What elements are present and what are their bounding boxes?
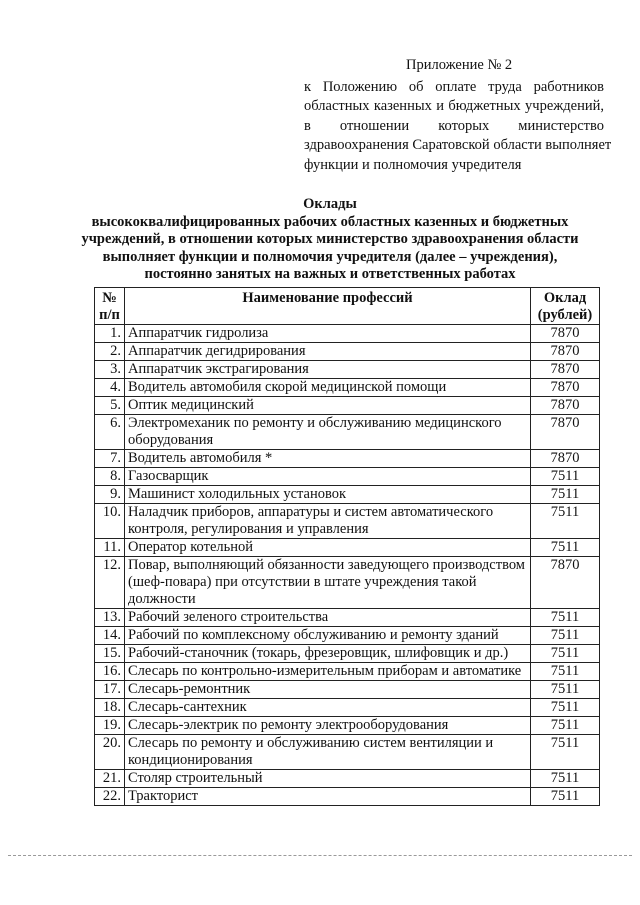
table-row	[95, 415, 600, 450]
table-row	[95, 397, 600, 415]
footer-divider	[8, 855, 632, 856]
appendix-line: в отношении которых министерство	[304, 117, 604, 134]
document-heading	[70, 196, 590, 284]
heading-line: высококвалифицированных рабочих областных казенных и бюджетных	[91, 213, 569, 230]
table-row	[95, 663, 600, 681]
profession-name: Аппаратчик гидролиза	[125, 325, 531, 343]
heading-line: выполняет функции и полномочия учредителя (далее – учреждения),	[102, 248, 558, 265]
salary-value: 7511	[531, 645, 600, 663]
table-header-row	[95, 288, 600, 325]
salary-value: 7511	[531, 717, 600, 735]
salary-value: 7511	[531, 735, 600, 770]
table-row	[95, 627, 600, 645]
row-number: 11.	[95, 539, 125, 557]
table-row	[95, 645, 600, 663]
profession-name: Аппаратчик дегидрирования	[125, 343, 531, 361]
salary-value: 7511	[531, 681, 600, 699]
profession-name: Водитель автомобиля *	[125, 450, 531, 468]
salary-value: 7511	[531, 788, 600, 806]
row-number: 15.	[95, 645, 125, 663]
salary-value: 7870	[531, 450, 600, 468]
heading-line: постоянно занятых на важных и ответственных работах	[144, 266, 516, 282]
appendix-line: функции и полномочия учредителя	[304, 156, 522, 173]
salary-value: 7870	[531, 397, 600, 415]
profession-name: Слесарь-электрик по ремонту электрооборудования	[125, 717, 531, 735]
appendix-line: областных казенных и бюджетных учреждений,	[304, 98, 604, 115]
row-number: 19.	[95, 717, 125, 735]
profession-name: Тракторист	[125, 788, 531, 806]
table-row	[95, 699, 600, 717]
heading-title: Оклады	[303, 196, 357, 212]
row-number: 3.	[95, 361, 125, 379]
table-row	[95, 468, 600, 486]
table-row	[95, 379, 600, 397]
profession-name: Слесарь по ремонту и обслуживанию систем вентиляции и кондиционирования	[125, 735, 531, 770]
table-row	[95, 450, 600, 468]
row-number: 10.	[95, 504, 125, 539]
header-salary: Оклад (рублей)	[531, 288, 600, 325]
table-row	[95, 486, 600, 504]
profession-name: Слесарь-ремонтник	[125, 681, 531, 699]
profession-name: Рабочий по комплексному обслуживанию и ремонту зданий	[125, 627, 531, 645]
table-row	[95, 717, 600, 735]
row-number: 21.	[95, 770, 125, 788]
profession-name: Водитель автомобиля скорой медицинской помощи	[125, 379, 531, 397]
table-row	[95, 557, 600, 609]
salary-value: 7870	[531, 557, 600, 609]
profession-name: Аппаратчик экстрагирования	[125, 361, 531, 379]
row-number: 12.	[95, 557, 125, 609]
salary-value: 7511	[531, 486, 600, 504]
salary-value: 7870	[531, 379, 600, 397]
header-name: Наименование профессий	[125, 288, 531, 325]
profession-name: Машинист холодильных установок	[125, 486, 531, 504]
table-row	[95, 788, 600, 806]
profession-name: Слесарь по контрольно-измерительным приборам и автоматике	[125, 663, 531, 681]
salary-value: 7511	[531, 627, 600, 645]
profession-name: Столяр строительный	[125, 770, 531, 788]
profession-name: Рабочий-станочник (токарь, фрезеровщик, шлифовщик и др.)	[125, 645, 531, 663]
table-row	[95, 361, 600, 379]
row-number: 1.	[95, 325, 125, 343]
salary-value: 7511	[531, 663, 600, 681]
table-row	[95, 343, 600, 361]
row-number: 20.	[95, 735, 125, 770]
row-number: 8.	[95, 468, 125, 486]
row-number: 2.	[95, 343, 125, 361]
row-number: 17.	[95, 681, 125, 699]
profession-name: Электромеханик по ремонту и обслуживанию медицинского оборудования	[125, 415, 531, 450]
row-number: 16.	[95, 663, 125, 681]
appendix-line: здравоохранения Саратовской области выполняет	[304, 137, 612, 154]
appendix-block	[304, 56, 612, 176]
table-row	[95, 504, 600, 539]
profession-name: Слесарь-сантехник	[125, 699, 531, 717]
profession-name: Повар, выполняющий обязанности заведующего производством (шеф-повара) при отсутствии в штате учреждения такой должности	[125, 557, 531, 609]
profession-name: Наладчик приборов, аппаратуры и систем автоматического контроля, регулирования и управления	[125, 504, 531, 539]
appendix-title: Приложение № 2	[406, 57, 513, 73]
row-number: 4.	[95, 379, 125, 397]
salary-value: 7511	[531, 468, 600, 486]
salary-value: 7511	[531, 539, 600, 557]
row-number: 14.	[95, 627, 125, 645]
profession-name: Оператор котельной	[125, 539, 531, 557]
profession-name: Газосварщик	[125, 468, 531, 486]
table-row	[95, 609, 600, 627]
salary-value: 7870	[531, 361, 600, 379]
professions-table	[94, 287, 600, 806]
header-num: № п/п	[95, 288, 125, 325]
profession-name: Рабочий зеленого строительства	[125, 609, 531, 627]
heading-line: учреждений, в отношении которых министерство здравоохранения области	[81, 231, 579, 247]
table-row	[95, 735, 600, 770]
salary-value: 7870	[531, 325, 600, 343]
table-row	[95, 770, 600, 788]
table-row	[95, 681, 600, 699]
appendix-line: к Положению об оплате труда работников	[304, 78, 604, 95]
row-number: 5.	[95, 397, 125, 415]
row-number: 13.	[95, 609, 125, 627]
salary-value: 7870	[531, 343, 600, 361]
row-number: 22.	[95, 788, 125, 806]
table-row	[95, 539, 600, 557]
profession-name: Оптик медицинский	[125, 397, 531, 415]
row-number: 18.	[95, 699, 125, 717]
salary-value: 7870	[531, 415, 600, 450]
row-number: 9.	[95, 486, 125, 504]
row-number: 7.	[95, 450, 125, 468]
salary-value: 7511	[531, 504, 600, 539]
salary-value: 7511	[531, 699, 600, 717]
table-row	[95, 325, 600, 343]
salary-value: 7511	[531, 770, 600, 788]
salary-value: 7511	[531, 609, 600, 627]
row-number: 6.	[95, 415, 125, 450]
